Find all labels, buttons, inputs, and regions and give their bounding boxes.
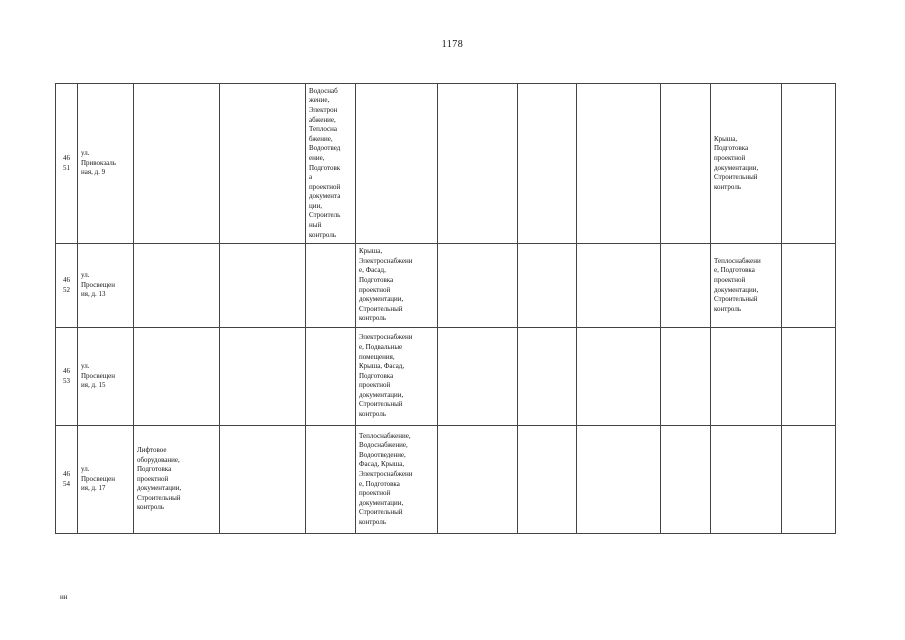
page-number: 1178	[441, 39, 464, 50]
cell-col-f: Электроснабжени е, Подвальные помещения, Крыша, Фасад, Подготовка проектной документации, Строительный контроль	[356, 328, 438, 426]
cell-col-l	[782, 244, 836, 328]
row-number: 46 53	[56, 328, 78, 426]
cell-col-d	[220, 328, 306, 426]
cell-col-g	[438, 244, 518, 328]
row-number: 46 52	[56, 244, 78, 328]
address-cell: ул. Просвещен ия, д. 17	[78, 426, 134, 534]
cell-col-j	[661, 328, 711, 426]
footer-mark: нн	[60, 593, 68, 601]
cell-col-k: Теплоснабжени е, Подготовка проектной документации, Строительный контроль	[711, 244, 782, 328]
cell-col-g	[438, 328, 518, 426]
cell-col-j	[661, 426, 711, 534]
cell-col-h	[518, 84, 577, 244]
cell-col-j	[661, 244, 711, 328]
cell-col-c	[134, 84, 220, 244]
address-cell: ул. Привокзаль ная, д. 9	[78, 84, 134, 244]
cell-col-i	[577, 244, 661, 328]
cell-col-l	[782, 426, 836, 534]
cell-col-g	[438, 426, 518, 534]
program-table	[55, 83, 836, 534]
cell-col-g	[438, 84, 518, 244]
cell-col-d	[220, 84, 306, 244]
table-row	[56, 244, 836, 328]
cell-col-h	[518, 328, 577, 426]
table-row	[56, 426, 836, 534]
cell-col-c	[134, 328, 220, 426]
row-number: 46 54	[56, 426, 78, 534]
cell-col-e	[306, 328, 356, 426]
cell-col-l	[782, 84, 836, 244]
cell-col-e	[306, 244, 356, 328]
cell-col-f: Крыша, Электроснабжени е, Фасад, Подготовка проектной документации, Строительный контроль	[356, 244, 438, 328]
cell-col-d	[220, 244, 306, 328]
cell-col-h	[518, 426, 577, 534]
table-row	[56, 84, 836, 244]
cell-col-f	[356, 84, 438, 244]
cell-col-d	[220, 426, 306, 534]
cell-col-f: Теплоснабжение, Водоснабжение, Водоотведение, Фасад, Крыша, Электроснабжени е, Подготовка проектной документации, Строительный контроль	[356, 426, 438, 534]
cell-col-k	[711, 426, 782, 534]
cell-col-c	[134, 244, 220, 328]
address-cell: ул. Просвещен ия, д. 13	[78, 244, 134, 328]
cell-col-e: Водоснаб жение, Электрон абжение, Теплосна бжение, Водоотвед ение, Подготовк а проектной документа ции, Строитель ный контроль	[306, 84, 356, 244]
cell-col-j	[661, 84, 711, 244]
cell-col-i	[577, 328, 661, 426]
cell-col-l	[782, 328, 836, 426]
cell-col-i	[577, 426, 661, 534]
row-number: 46 51	[56, 84, 78, 244]
address-cell: ул. Просвещен ия, д. 15	[78, 328, 134, 426]
cell-col-e	[306, 426, 356, 534]
cell-col-k	[711, 328, 782, 426]
cell-col-c: Лифтовое оборудование, Подготовка проектной документации, Строительный контроль	[134, 426, 220, 534]
cell-col-i	[577, 84, 661, 244]
cell-col-h	[518, 244, 577, 328]
cell-col-k: Крыша, Подготовка проектной документации, Строительный контроль	[711, 84, 782, 244]
table-row	[56, 328, 836, 426]
